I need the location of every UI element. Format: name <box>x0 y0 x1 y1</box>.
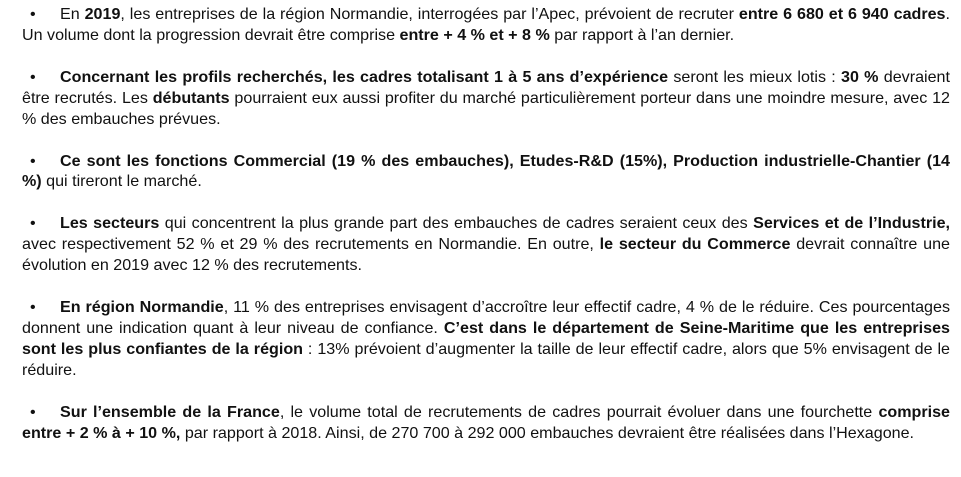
bullet-icon: • <box>30 298 36 317</box>
bold-text: C’est dans le département de Seine-Maritime que les entreprises sont les plus confiantes de la région <box>22 318 950 358</box>
bullet-icon: • <box>30 402 36 421</box>
bullet-icon: • <box>30 67 36 86</box>
bullet-paragraph <box>22 402 950 444</box>
bullet-icon: • <box>30 214 36 233</box>
bold-text: entre 6 680 et 6 940 cadres <box>738 5 946 23</box>
body-text: . Un volume dont la progression devrait être comprise <box>22 5 950 44</box>
bullet-icon: • <box>30 151 36 170</box>
bullet-paragraph <box>22 4 950 46</box>
body-text: par rapport à l’an dernier. <box>549 25 735 44</box>
bold-text: 30 % <box>841 67 879 86</box>
bold-text: Services et de l’Industrie, <box>753 214 951 233</box>
body-text: devrait connaître une évolution en 2019 avec 12 % des recrutements. <box>22 235 950 275</box>
body-text: seront les mieux lotis : <box>668 67 842 86</box>
body-text: pourraient eux aussi profiter du marché particulièrement porteur dans une moindre mesure, avec 12 % des embauches prévues. <box>22 88 951 128</box>
bold-text: Sur l’ensemble de la France <box>60 402 280 421</box>
body-text: par rapport à 2018. Ainsi, de 270 700 à 292 000 embauches devraient être réalisées dans l’Hexagone. <box>180 423 915 442</box>
document-body <box>22 4 950 465</box>
bold-text: Les secteurs <box>60 214 160 233</box>
bullet-paragraph <box>22 213 950 276</box>
body-text: avec respectivement 52 % et 29 % des recrutements en Normandie. En outre, <box>22 235 600 254</box>
body-text: , 11 % des entreprises envisagent d’accroître leur effectif cadre, 4 % de le réduire. Ces pourcentages donnent une indication quant à leur niveau de confiance. <box>22 298 950 337</box>
bold-text: le secteur du Commerce <box>599 235 791 254</box>
body-text: : 13% prévoient d’augmenter la taille de leur effectif cadre, alors que 5% envisagent de le réduire. <box>22 339 950 379</box>
bold-text: comprise entre + 2 % à + 10 %, <box>22 402 950 442</box>
bold-text: Ce sont les fonctions Commercial (19 % des embauches), Etudes-R&D (15%), Production industrielle-Chantier (14 %) <box>22 151 950 191</box>
body-text: qui tireront le marché. <box>41 172 202 191</box>
body-text: , les entreprises de la région Normandie, interrogées par l’Apec, prévoient de recruter <box>120 5 739 23</box>
bold-text: entre + 4 % et + 8 % <box>399 25 550 44</box>
bullet-paragraph <box>22 67 950 130</box>
bullet-icon: • <box>30 5 36 23</box>
bold-text: 2019 <box>84 5 121 23</box>
body-text: En <box>60 5 85 23</box>
bold-text: En région Normandie <box>60 298 224 317</box>
body-text: qui concentrent la plus grande part des embauches de cadres seraient ceux des <box>159 214 754 233</box>
body-text: devraient être recrutés. Les <box>22 67 950 107</box>
bullet-paragraph <box>22 297 950 381</box>
bold-text: débutants <box>152 88 230 107</box>
bold-text: Concernant les profils recherchés, les cadres totalisant 1 à 5 ans d’expérience <box>60 67 669 86</box>
bullet-paragraph <box>22 151 950 193</box>
body-text: , le volume total de recrutements de cadres pourrait évoluer dans une fourchette <box>279 402 879 421</box>
